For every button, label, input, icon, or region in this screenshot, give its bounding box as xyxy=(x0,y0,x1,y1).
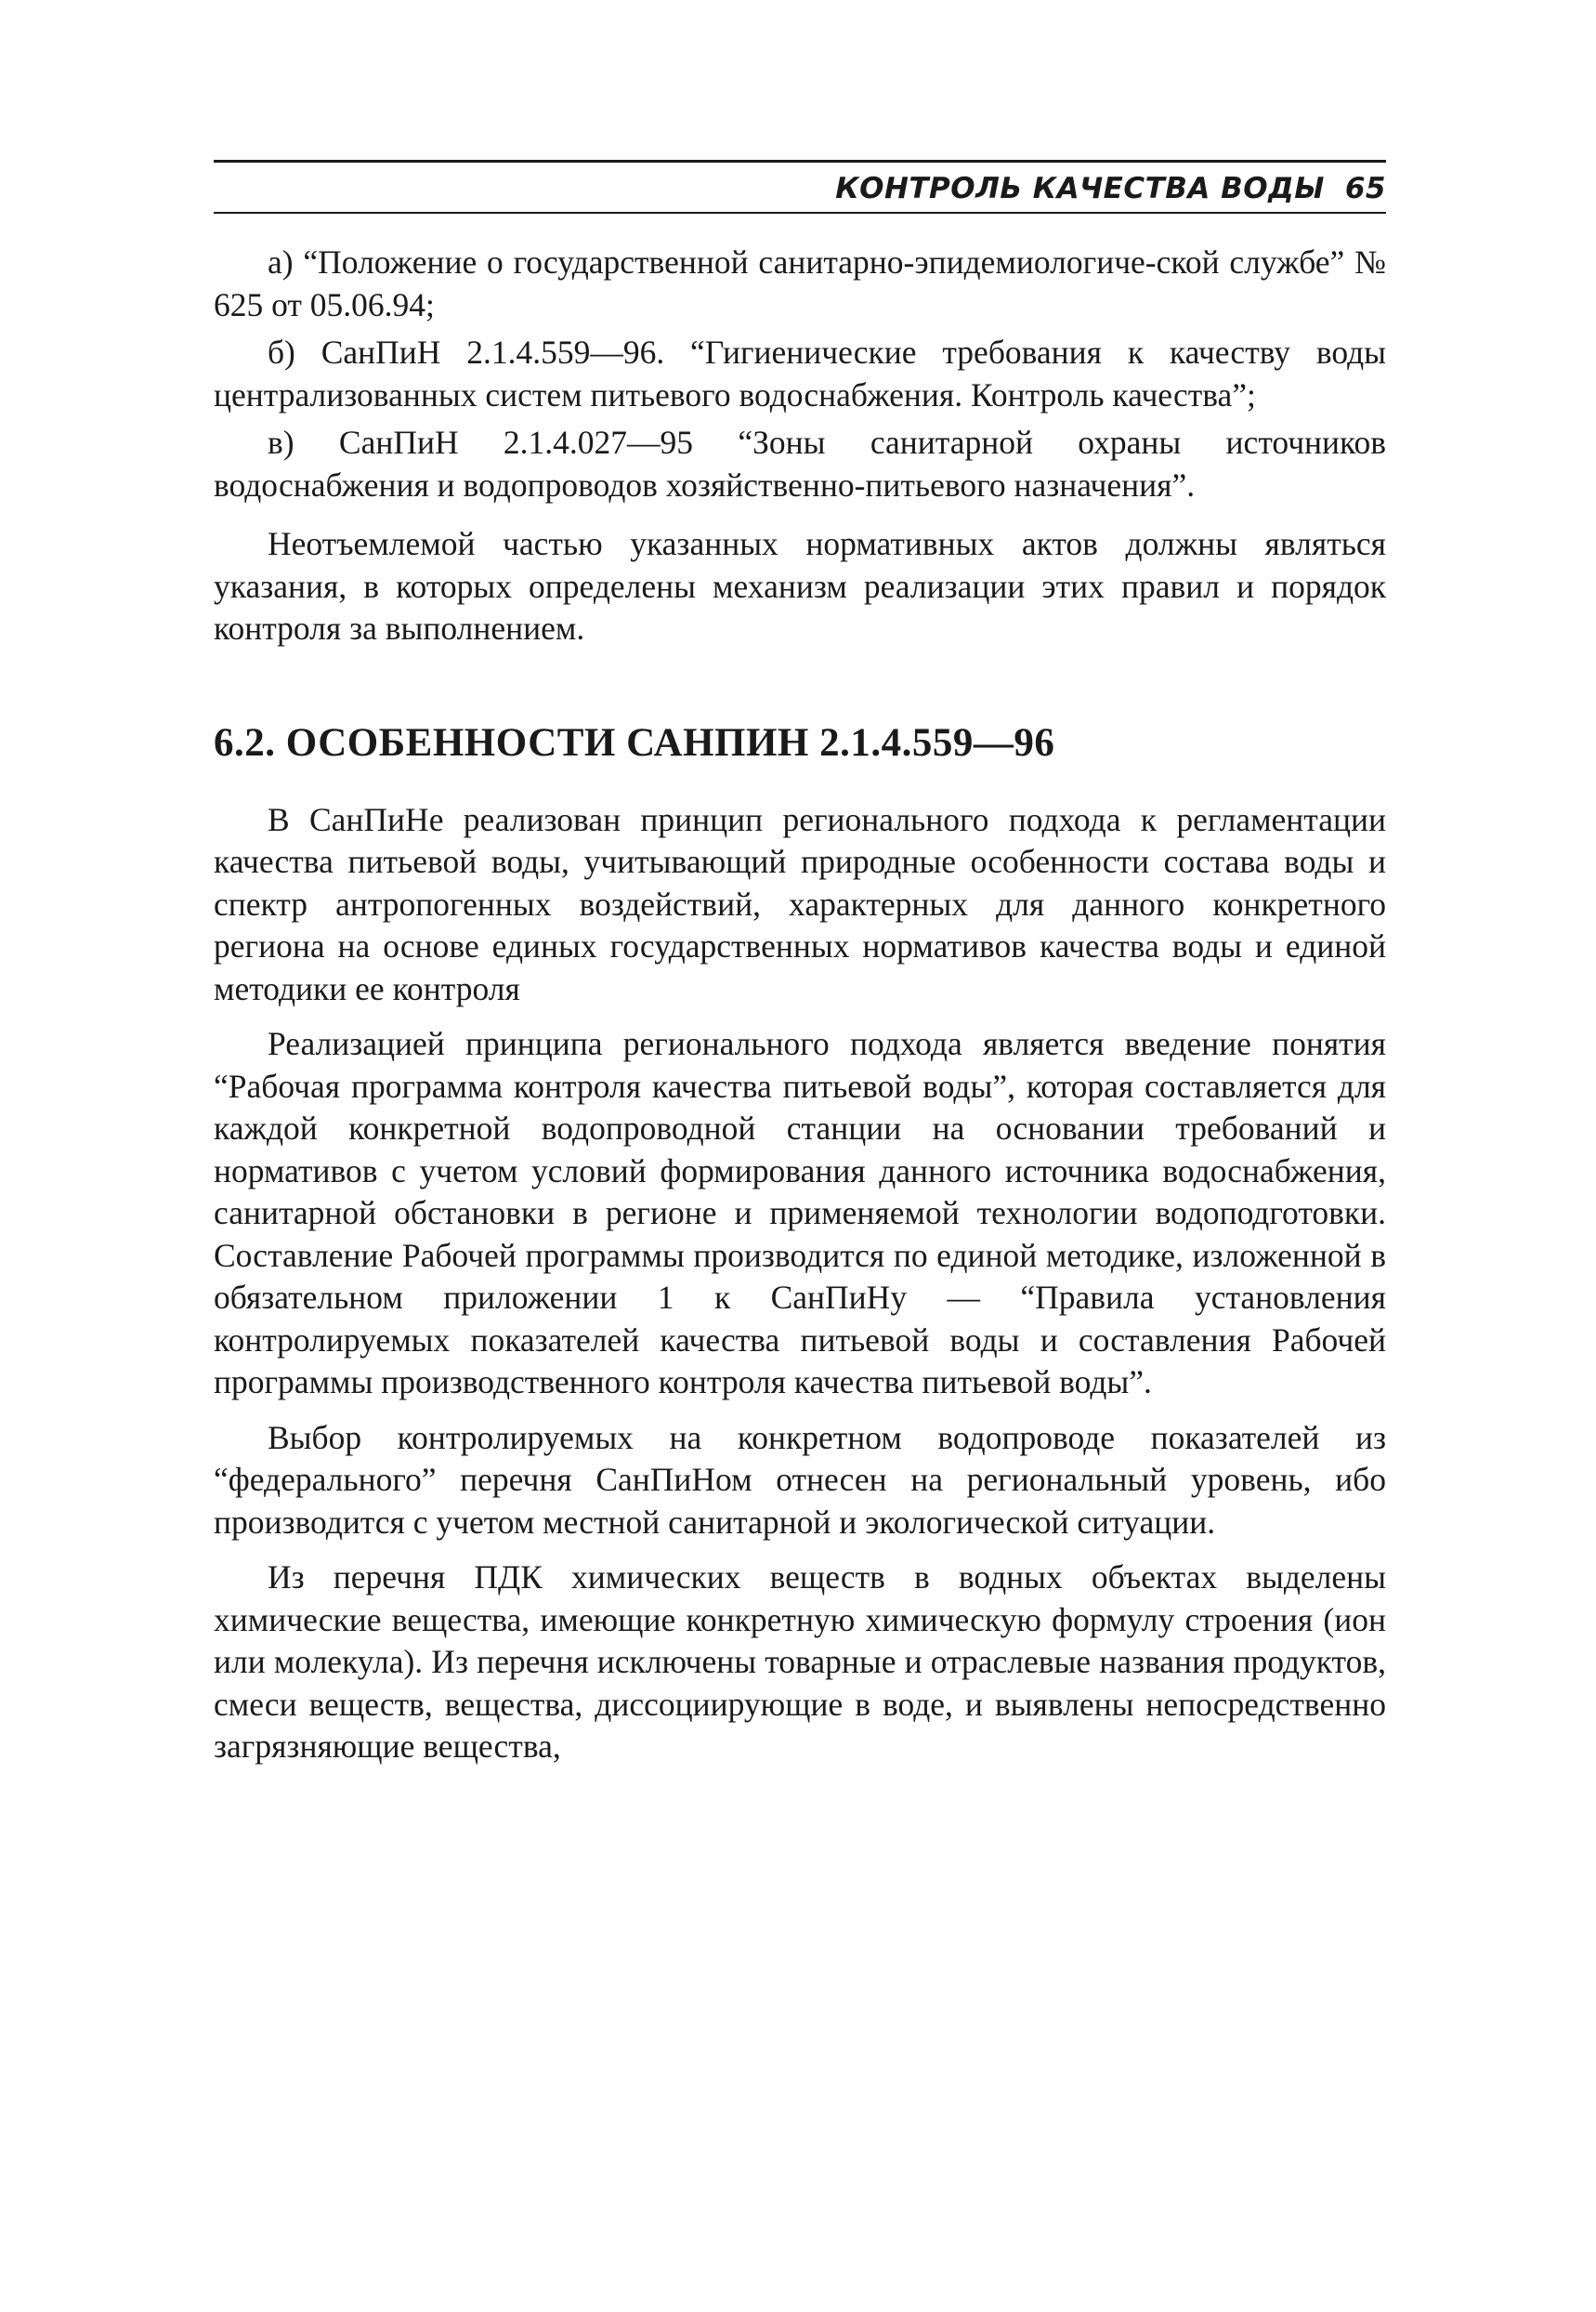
section-paragraph-4: Из перечня ПДК химических веществ в водных объектах выделены химические вещества, имеющие конкретную химическую формулу строения (ион или молекула). Из перечня исключены товарные и отраслевые названия продуктов, смеси веществ, вещества, диссоциирующие в воде, и выявлены непосредственно загрязняющие вещества, xyxy=(214,1558,1386,1765)
running-header-title: КОНТРОЛЬ КАЧЕСТВА ВОДЫ xyxy=(835,172,1325,205)
intro-paragraph: Неотъемлемой частью указанных нормативных актов должны являться указания, в которых определены механизм реализации этих правил и порядок контроля за выполнением. xyxy=(214,525,1386,647)
header-top-rule xyxy=(214,160,1386,163)
list-item-a: а) “Положение о государственной санитарно-эпидемиологиче-ской службе” № 625 от 05.06.94; xyxy=(214,243,1386,323)
running-header xyxy=(214,165,1386,212)
body-text xyxy=(214,242,1386,1781)
page-number: 65 xyxy=(1344,172,1386,205)
header-bottom-rule xyxy=(214,212,1386,214)
section-paragraph-2: Реализацией принципа регионального подхода является введение понятия “Рабочая программа контроля качества питьевой воды”, которая составляется для каждой конкретной водопроводной станции на основании требований и нормативов с учетом условий формирования данного источника водоснабжения, санитарной обстановки в регионе и применяемой технологии водоподготовки. Составление Рабочей программы производится по единой методике, изложенной в обязательном приложении 1 к СанПиНу — “Правила установления контролируемых показателей качества питьевой воды и составления Рабочей программы производственного контроля качества питьевой воды”. xyxy=(214,1025,1386,1400)
section-paragraph-1: В СанПиНе реализован принцип регионального подхода к регламентации качества питьевой воды, учитывающий природные особенности состава воды и спектр антропогенных воздействий, характерных для данного конкретного региона на основе единых государственных нормативов качества воды и единой методики ее контроля xyxy=(214,800,1386,1007)
list-item-c: в) СанПиН 2.1.4.027—95 “Зоны санитарной охраны источников водоснабжения и водопроводов хозяйственно-питьевого назначения”. xyxy=(214,424,1386,504)
section-paragraph-3: Выбор контролируемых на конкретном водопроводе показателей из “федерального” перечня СанПиНом отнесен на региональный уровень, ибо производится с учетом местной санитарной и экологической ситуации. xyxy=(214,1418,1386,1541)
list-item-b: б) СанПиН 2.1.4.559—96. “Гигиенические требования к качеству воды централизованных систем питьевого водоснабжения. Контроль качества”; xyxy=(214,334,1386,414)
section-heading: 6.2. ОСОБЕННОСТИ САНПИН 2.1.4.559—96 xyxy=(214,720,1055,765)
